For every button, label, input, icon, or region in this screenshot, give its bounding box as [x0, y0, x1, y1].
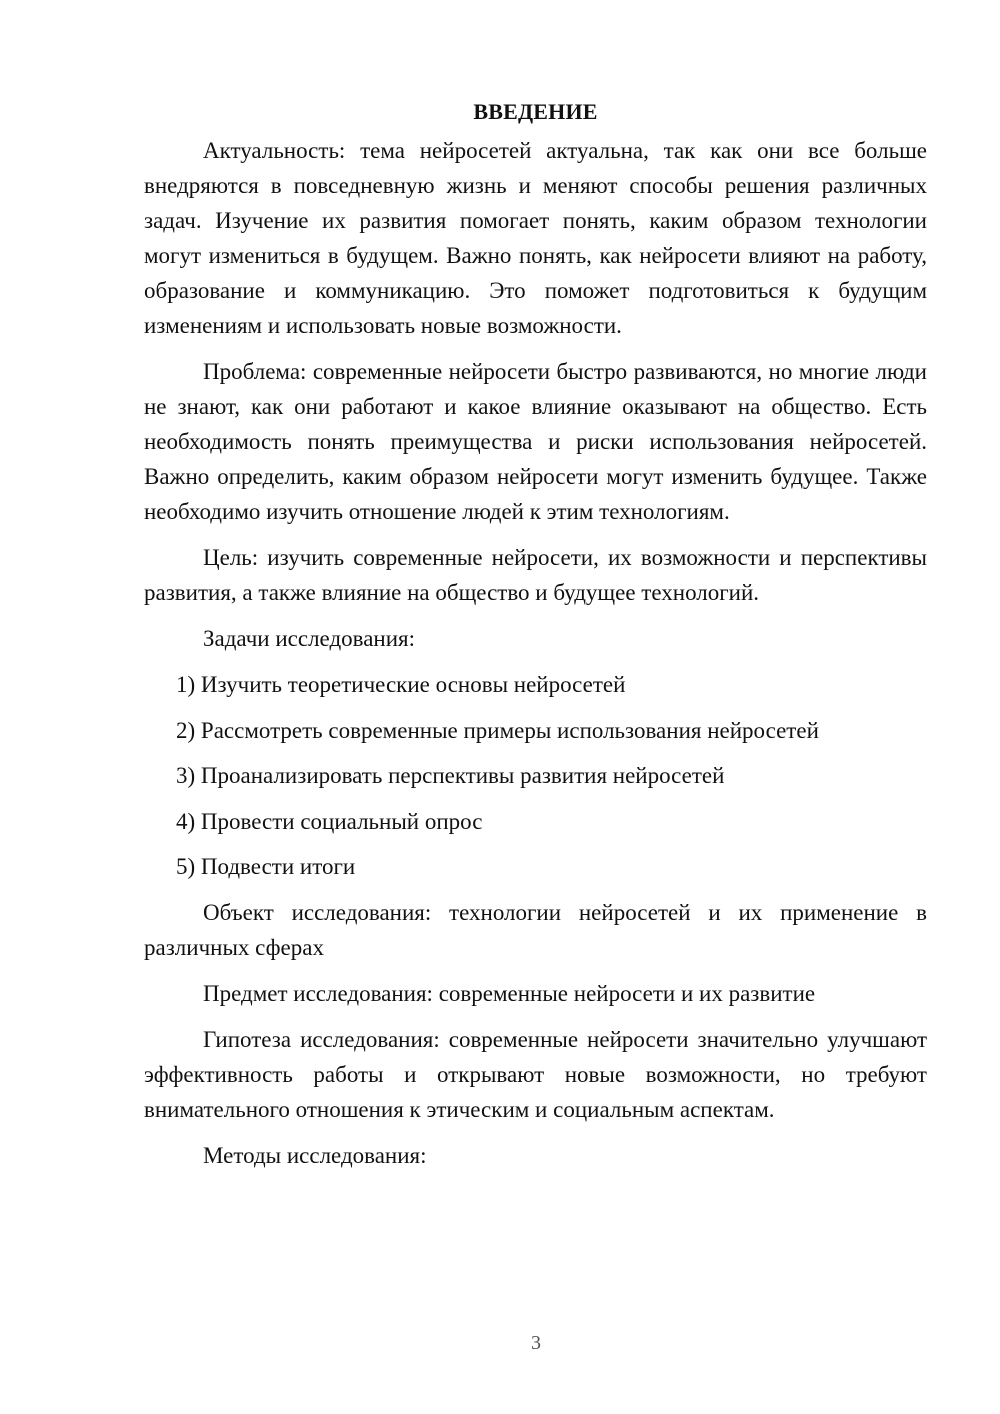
- object-paragraph: Объект исследования: технологии нейросетей и их применение в различных сферах: [144, 899, 927, 960]
- tasks-title: Задачи исследования:: [203, 626, 416, 651]
- page-number: 3: [531, 1332, 541, 1354]
- task-item: 1) Изучить теоретические основы нейросетей: [176, 672, 626, 697]
- task-item: 3) Проанализировать перспективы развития нейросетей: [176, 763, 725, 788]
- task-item: 4) Провести социальный опрос: [176, 808, 483, 834]
- goal-paragraph: Цель: изучить современные нейросети, их возможности и перспективы развития, а также влияние на общество и будущее технологий.: [144, 545, 927, 605]
- task-item: 2) Рассмотреть современные примеры использования нейросетей: [176, 717, 819, 743]
- subject-paragraph: Предмет исследования: современные нейросети и их развитие: [203, 980, 816, 1006]
- page-content: [144, 94, 927, 1184]
- task-item: 5) Подвести итоги: [176, 854, 356, 879]
- tasks-list: [144, 667, 927, 884]
- relevance-paragraph: Актуальность: тема нейросетей актуальна, так как они все больше внедряются в повседневную жизнь и меняют способы решения различных задач. Изучение их развития помогает понять, каким образом технологии могут измениться в будущем. Важно понять, как нейросети влияют на работу, образование и коммуникацию. Это поможет подготовиться к будущим изменениям и использовать новые возможности.: [144, 138, 927, 338]
- problem-paragraph: Проблема: современные нейросети быстро развиваются, но многие люди не знают, как они работают и какое влияние оказывают на общество. Есть необходимость понять преимущества и риски использования нейросетей. Важно определить, каким образом нейросети могут изменить будущее. Также необходимо изучить отношение людей к этим технологиям.: [144, 359, 927, 524]
- methods-title: Методы исследования:: [203, 1142, 427, 1168]
- section-heading: ВВЕДЕНИЕ: [473, 99, 598, 124]
- hypothesis-paragraph: Гипотеза исследования: современные нейросети значительно улучшают эффективность работы и открывают новые возможности, но требуют внимательного отношения к этическим и социальным аспектам.: [144, 1026, 927, 1122]
